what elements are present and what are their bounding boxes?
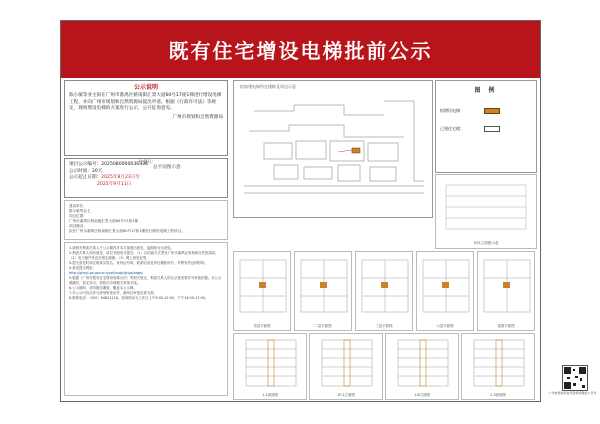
legend-box xyxy=(435,80,537,173)
floor-plan-caption: 二层平面图 xyxy=(314,324,332,328)
instruction-paragraph: 1.请相关利害关系人于公示期内对本方案提出意见，逾期视为无意见。 xyxy=(69,246,174,250)
project-line: 拟在广州市番禺区桥南街汇景大道60号17座1梯进行增设电梯工程项目。 xyxy=(69,229,185,233)
legend-old-label: 已建住宅楼： xyxy=(440,126,464,131)
meta-code: 2025080000036336 xyxy=(101,162,148,167)
instruction-url-link[interactable]: http://ghzyj.gz.gov.cn/yxzt/xxgk/ghgs/pqgs/ xyxy=(69,271,143,275)
notice-body: 陈小敏等业主拟在广州市番禺区桥南街汇景大道60号17座1梯进行增设电梯工程，并向广州市规划和自然资源局提出申请。根据《行政许可法》等规定，现将增设电梯的方案进行公示，公开征询意见。 xyxy=(69,93,222,111)
meta-code-label: 项目公示编号： xyxy=(69,162,102,167)
instruction-paragraph: 5.根据《广州市既有住宅增设电梯办法》等相关规定，利害关系人的合法意见将作为审批依据。本公示期满后，如无异议，将依法办理相关审批手续。 xyxy=(69,276,222,285)
floor-plans xyxy=(233,251,537,331)
elevation-drawing xyxy=(233,333,307,400)
elevation-drawing xyxy=(385,333,459,400)
elevation-drawings xyxy=(233,333,537,400)
notice-sheet xyxy=(60,20,541,402)
map-caption: 总平面图示意 xyxy=(153,165,181,170)
page-title: 既有住宅增设电梯批前公示 xyxy=(61,21,540,78)
meta-period-label: 公示时间： xyxy=(69,168,92,174)
floor-plan-caption: 屋面平面图 xyxy=(497,324,515,328)
floor-plan xyxy=(294,251,352,331)
legend-row-old xyxy=(440,126,532,132)
meta-period: 20天 xyxy=(91,168,103,174)
instruction-paragraph: 6.公示期间，请勿擅自撕毁、覆盖本公示牌。 xyxy=(69,286,137,290)
elevation-preview xyxy=(435,174,537,249)
floor-plan-caption: 三层平面图 xyxy=(375,324,393,328)
project-line: 陈小敏等业主 xyxy=(69,209,91,213)
floor-plan-caption: 首层平面图 xyxy=(253,324,271,328)
left-column xyxy=(64,80,228,400)
meta-start: 2025年8月23日至 xyxy=(101,175,141,181)
notice-box xyxy=(64,80,228,156)
legend-old-swatch xyxy=(484,126,500,132)
qr-caption: 广州市规划和自然资源局微信公众号 xyxy=(548,391,597,395)
meta-start-label: 公示起止日期： xyxy=(69,175,102,181)
legend-heading: 图 例 xyxy=(474,87,498,94)
floor-plan xyxy=(416,251,474,331)
elevation-drawing xyxy=(309,333,383,400)
elevation-caption: 1-3剖面图 xyxy=(490,393,506,397)
legend-new-swatch xyxy=(484,108,500,114)
elevation-preview-caption: 单体立面图示意 xyxy=(473,241,499,245)
instruction-paragraph: 3.提交意见时请注明真实姓名、身份证号码、联系电话及所在楼栋房号，并附有效证明材料。 xyxy=(69,261,208,265)
elevation-caption: 1P-1立面图 xyxy=(337,393,355,397)
instruction-paragraph: 2.利害关系人如有意见，请以书面形式提交：（1）以信函方式寄至广州市番禺区规划和自然资源局；（2）电子邮件发送至指定邮箱；（3）网上意见征集。 xyxy=(69,251,219,260)
instruction-paragraph: 8.联系电话：（020）84821118，咨询时间为工作日上午9:00-12:00，下午14:00-17:00。 xyxy=(69,296,209,300)
instruction-paragraph: 4.意见提交网址： xyxy=(69,266,96,270)
floor-plan xyxy=(477,251,535,331)
project-line: 广州市番禺区桥南街汇景大道60号17座1梯 xyxy=(69,219,138,223)
project-line: 项目概况： xyxy=(69,224,87,228)
elevation-drawing xyxy=(461,333,535,400)
legend-row-new xyxy=(440,108,532,114)
map-scale: 比例尺： xyxy=(139,159,156,164)
floor-plan xyxy=(355,251,413,331)
meta-end-row xyxy=(69,182,223,189)
instruction-paragraph: 7.本公示内容仅作为规划审查参考，最终以审批结果为准。 xyxy=(69,291,157,295)
meta-end: 2025年9月11日 xyxy=(97,181,132,187)
instructions-box xyxy=(64,242,228,396)
floor-plan xyxy=(233,251,291,331)
project-line: 项目位置： xyxy=(69,214,87,218)
elevator-marker xyxy=(352,148,360,153)
legend-new-label: 拟增设电梯： xyxy=(440,108,464,113)
map-title: 拟加建电梯所在楼栋及周边示意 xyxy=(240,84,296,89)
elevation-caption: 1-B立面图 xyxy=(414,393,430,397)
floor-plan-caption: 六层平面图 xyxy=(436,324,454,328)
project-box xyxy=(64,200,228,240)
notice-signature: 广州市规划和自然资源局 xyxy=(172,115,223,121)
site-plan-map xyxy=(233,80,433,218)
notice-heading: 公示说明 xyxy=(133,84,158,91)
elevation-caption: 1-1剖面图 xyxy=(262,393,278,397)
qr-code-icon xyxy=(562,365,588,391)
elevation-preview-drawing xyxy=(436,175,538,241)
site-plan-drawing xyxy=(234,81,433,218)
meta-start-row xyxy=(69,175,223,182)
project-line: 建设单位： xyxy=(69,204,87,208)
